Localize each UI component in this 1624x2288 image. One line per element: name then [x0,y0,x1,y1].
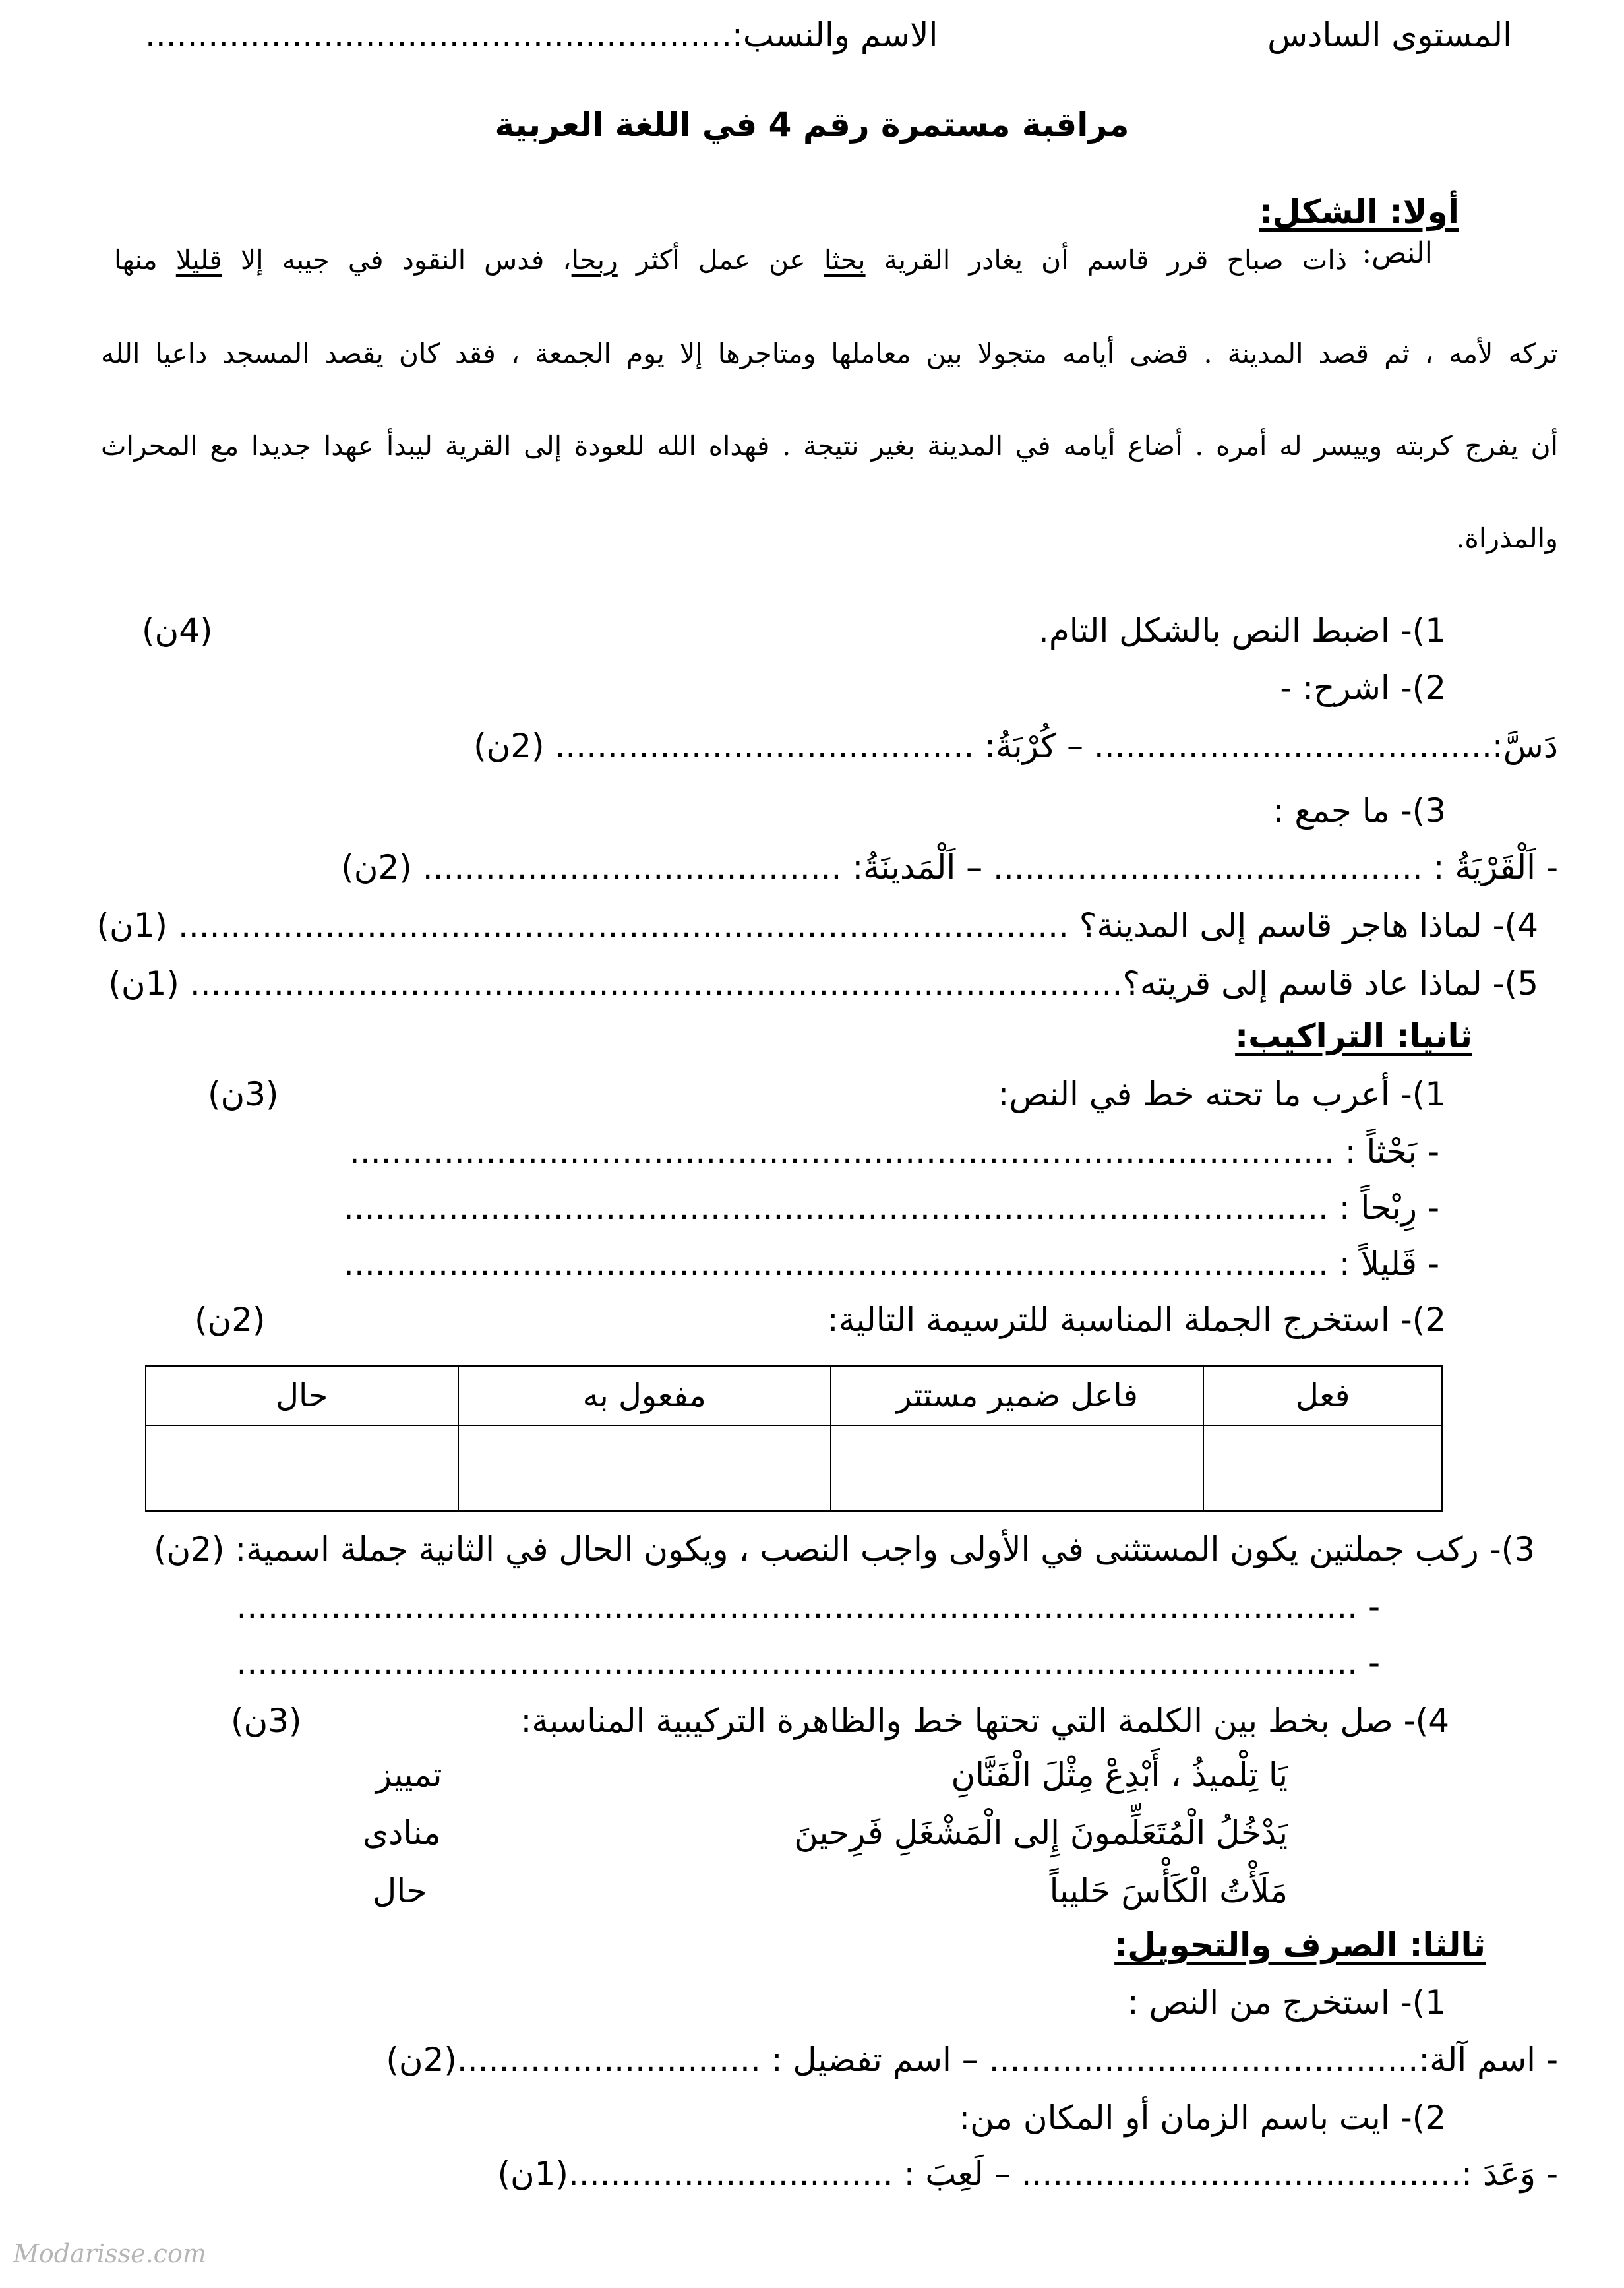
s2-question-2-points: (2ن) [195,1301,266,1339]
s1-question-4: 4)- لماذا هاجر قاسم إلى المدينة؟ ..................................................................................... (1ن) [96,906,1538,944]
sentence-schema-table [145,1365,1443,1512]
s3-question-2-answer-line: - وَعَدَ :.......................................... – لَعِبَ : ...............................(1ن) [497,2155,1558,2193]
match-sentence-3: مَلَأْتُ الْكَأْسَ حَليباً [1049,1872,1288,1910]
match-sentence-1: يَا تِلْميذُ ، أَبْدِعْ مِثْلَ الْفَنَّانِ [951,1756,1288,1794]
section1-heading: أولا: الشكل: [1259,193,1459,231]
parse-item-3: - قَليلاً : .............................................................................................. [344,1245,1439,1283]
s2-question-2: 2)- استخرج الجملة المناسبة للترسيمة التالية: [827,1301,1446,1339]
name-dots: ........................................................ [145,16,733,54]
s2-question-4-points: (3ن) [231,1702,302,1740]
paragraph-line-4: والمذراة. [1456,522,1558,554]
compose-line-1: - ........................................................................................................... [236,1588,1380,1626]
table-header-row [146,1366,1442,1425]
name-label: الاسم والنسب: [732,16,938,54]
table-header-hal: حال [146,1366,458,1425]
table-cell[interactable] [458,1425,831,1511]
paragraph-line-1 [114,244,1347,276]
table-cell[interactable] [146,1425,458,1511]
paragraph-fragment: ذات صباح قرر قاسم أن يغادر القرية [865,244,1348,276]
underlined-word-ribhan: ربحا [571,244,618,276]
exam-title: مراقبة مستمرة رقم 4 في اللغة العربية [495,106,1129,144]
paragraph-fragment: منها [114,244,176,276]
s1-question-1-points: (4ن) [142,611,213,650]
section3-heading: ثالثا: الصرف والتحويل: [1114,1926,1486,1964]
s1-question-1: 1)- اضبط النص بالشكل التام. [1038,611,1446,650]
level-label: المستوى السادس [1267,16,1512,54]
s1-question-3-answer-line: - اَلْقَرْيَةُ : ......................................... – اَلْمَدينَةُ: ........................................ (2ن) [341,848,1558,886]
s3-question-1: 1)- استخرج من النص : [1127,1983,1446,2022]
paragraph-fragment: عن عمل أكثر [617,244,824,276]
match-term-2: منادى [363,1814,441,1852]
paragraph-line-2: تركه لأمه ، ثم قصد المدينة . قضى أيامه متجولا بين معاملها ومتاجرها إلا يوم الجمعة ، فقد كان يقصد المسجد داعيا الله [101,338,1558,369]
table-header-object: مفعول به [458,1366,831,1425]
parse-item-1: - بَحْثاً : .............................................................................................. [349,1132,1439,1171]
s2-question-1-points: (3ن) [208,1075,279,1113]
section2-heading: ثانيا: التراكيب: [1235,1017,1472,1055]
table-header-verb: فعل [1203,1366,1442,1425]
table-cell[interactable] [831,1425,1203,1511]
s1-question-2: 2)- اشرح: - [1280,669,1446,707]
s1-question-3: 3)- ما جمع : [1273,791,1446,830]
match-sentence-2: يَدْخُلُ الْمُتَعَلِّمونَ إِلى الْمَشْغَلِ فَرِحينَ [794,1814,1288,1852]
paragraph-line-3: أن يفرج كربته وييسر له أمره . أضاع أيامه في المدينة بغير نتيجة . فهداه الله للعودة إلى القرية ليبدأ عهدا جديدا مع المحراث [101,430,1558,462]
match-term-3: حال [373,1872,427,1910]
text-label: النص: [1362,236,1433,270]
watermark-text: Modarisse.com [13,2239,206,2268]
s1-question-2-answer-line: دَسَّ:...................................... – كُرْبَةُ: ........................................ (2ن) [473,727,1558,765]
underlined-word-qalilan: قليلا [175,244,222,276]
underlined-word-bahthan: بحثا [824,244,866,276]
match-term-1: تمييز [376,1756,442,1794]
table-cell[interactable] [1203,1425,1442,1511]
compose-line-2: - ........................................................................................................... [236,1644,1380,1682]
s3-question-1-answer-line: - اسم آلة:......................................... – اسم تفضيل : .............................(2ن) [386,2041,1558,2079]
table-header-subject: فاعل ضمير مستتر [831,1366,1203,1425]
parse-item-2: - رِبْحاً : .............................................................................................. [343,1189,1439,1227]
paragraph-fragment: ، فدس النقود في جيبه إلا [222,244,572,276]
table-answer-row [146,1425,1442,1511]
s3-question-2: 2)- ايت باسم الزمان أو المكان من: [959,2099,1446,2137]
name-field [145,15,938,55]
s2-question-4: 4)- صل بخط بين الكلمة التي تحتها خط والظاهرة التركيبية المناسبة: [520,1702,1449,1740]
s1-question-5: 5)- لماذا عاد قاسم إلى قريته؟......................................................................................... (1ن) [108,964,1538,1003]
s2-question-1: 1)- أعرب ما تحته خط في النص: [998,1075,1446,1113]
s2-question-3: 3)- ركب جملتين يكون المستثنى في الأولى واجب النصب ، ويكون الحال في الثانية جملة اسمية: (2ن) [153,1530,1535,1568]
